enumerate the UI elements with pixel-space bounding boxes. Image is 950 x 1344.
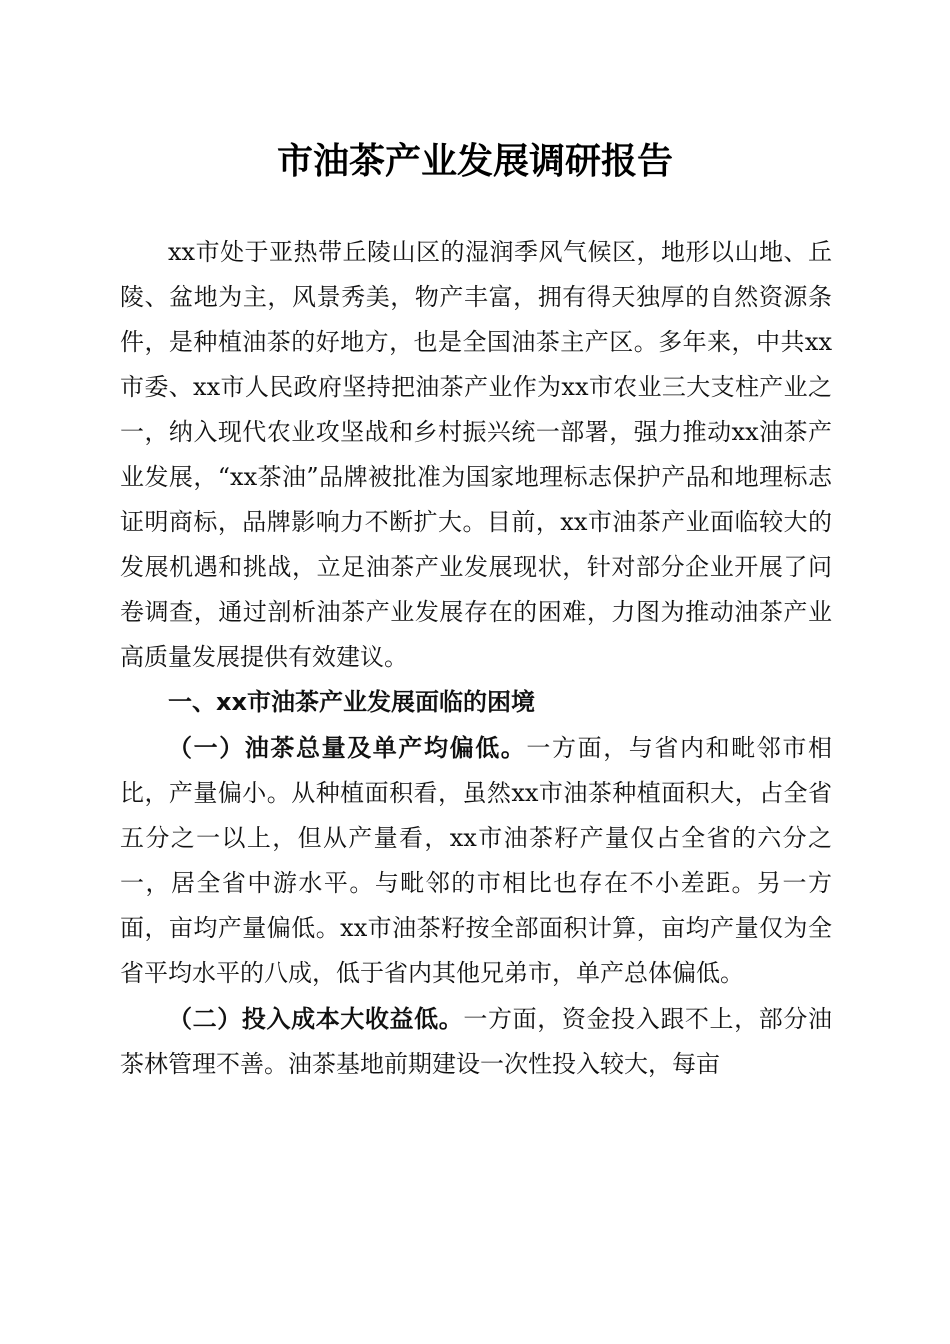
item-paragraph-2 — [120, 996, 832, 1087]
item-lead-2: （二）投入成本大收益低。 — [168, 1004, 464, 1033]
item-text-1: 一方面，与省内和毗邻市相比，产量偏小。从种植面积看，虽然xx市油茶种植面积大，占全省五分之一以上，但从产量看，xx市油茶籽产量仅占全省的六分之一，居全省中游水平。与毗邻的市相比也存在不小差距。另一方面，亩均产量偏低。xx市油茶籽按全部面积计算，亩均产量仅为全省平均水平的八成，低于省内其他兄弟市，单产总体偏低。 — [120, 734, 833, 987]
section-heading: 一、xx市油茶产业发展面临的困境 — [168, 688, 535, 716]
intro-paragraph: xx市处于亚热带丘陵山区的湿润季风气候区，地形以山地、丘陵、盆地为主，风景秀美，物产丰富，拥有得天独厚的自然资源条件，是种植油茶的好地方，也是全国油茶主产区。多年来，中共xx市委、xx市人民政府坚持把油茶产业作为xx市农业三大支柱产业之一，纳入现代农业攻坚战和乡村振兴统一部署，强力推动xx油茶产业发展，“xx茶油”品牌被批准为国家地理标志保护产品和地理标志证明商标，品牌影响力不断扩大。目前，xx市油茶产业面临较大的发展机遇和挑战，立足油茶产业发展现状，针对部分企业开展了问卷调查，通过剖析油茶产业发展存在的困难，力图为推动油茶产业高质量发展提供有效建议。 — [120, 238, 832, 671]
item-text-2: 一方面，资金投入跟不上，部分油茶林管理不善。油茶基地前期建设一次性投入较大，每亩 — [120, 1005, 833, 1078]
document-body — [120, 230, 832, 1087]
item-lead-1: （一）油茶总量及单产均偏低。 — [168, 733, 527, 762]
document-title: 市油茶产业发展调研报告 — [276, 140, 673, 182]
item-paragraph-1 — [120, 725, 832, 996]
